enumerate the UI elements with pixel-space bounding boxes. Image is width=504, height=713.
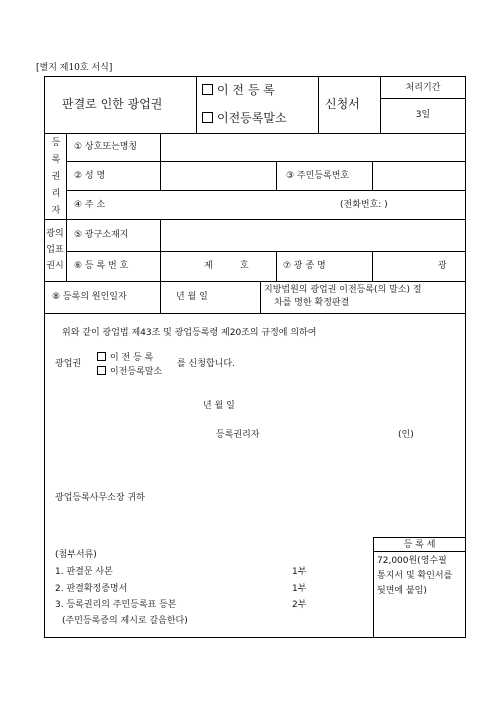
registration-number-label: ⑥ 등 록 번 호 [74, 261, 129, 271]
registration-tax-label: 등 록 세 [403, 540, 436, 550]
cause-description-line1: 지방법원의 광업권 이전등록(의 말소) 절 [264, 285, 422, 295]
trade-name-label: ① 상호또는명칭 [74, 142, 138, 152]
seal-mark: (인) [398, 430, 414, 440]
address-label: ④ 주 소 [74, 200, 106, 210]
mining-right-prefix: 광업권 [55, 359, 82, 369]
checkbox[interactable] [97, 366, 106, 375]
application-statement: 위와 같이 광업법 제43조 및 광업등록령 제20조의 규정에 의하여 [62, 328, 317, 338]
registration-tax-line: 72,000원(영수필 [377, 556, 447, 566]
attachments-heading: (첨부서류) [55, 550, 97, 560]
divider [276, 161, 277, 190]
processing-period-label: 처리기간 [405, 83, 441, 93]
header-option-transfer[interactable]: 이 전 등 록 [202, 84, 275, 96]
registration-tax-line: 통지서 및 확인서를 [377, 571, 453, 581]
divider [160, 133, 161, 190]
divider [260, 281, 261, 313]
divider [66, 133, 67, 281]
divider [380, 98, 466, 99]
mine-location-label: ⑤ 광구소재지 [74, 230, 129, 240]
body-option-transfer[interactable]: 이 전 등 록 [97, 352, 153, 363]
registration-tax-line: 뒷면에 붙임) [377, 586, 427, 596]
divider [66, 161, 466, 162]
addressee: 광업등록사무소장 귀하 [55, 493, 145, 503]
divider [196, 76, 197, 133]
processing-period-value: 3일 [415, 110, 431, 120]
divider [66, 251, 466, 252]
attachment-count: 1부 [292, 584, 307, 594]
divider [372, 251, 373, 281]
checkbox[interactable] [97, 352, 106, 361]
divider [373, 537, 466, 538]
divider [276, 251, 277, 281]
attachment-item: 2. 판결확정증명서 [55, 584, 128, 594]
attachment-count: 2부 [292, 600, 307, 610]
cause-date-field: 년 월 일 [176, 292, 208, 302]
attachment-item: 1. 판결문 사본 [55, 567, 113, 577]
phone-number-field: (전화번호: ) [340, 200, 388, 210]
header-option-cancel[interactable]: 이전등록말소 [202, 112, 287, 124]
cause-description-line2: 차를 명한 확정판결 [274, 298, 350, 308]
form-title-suffix: 신청서 [325, 97, 360, 111]
divider [44, 281, 466, 282]
divider [372, 161, 373, 190]
mineral-name-suffix: 광 [438, 261, 447, 271]
divider [44, 313, 466, 314]
application-date: 년 월 일 [203, 401, 235, 411]
rights-holder-group-label: 등록권리자 [51, 138, 61, 216]
attachment-item: 3. 등록권리의 주민등록표 등본 [55, 600, 177, 610]
checkbox[interactable] [202, 84, 213, 95]
divider [44, 219, 466, 220]
applicant-label: 등록권리자 [216, 430, 260, 440]
divider [44, 133, 466, 134]
divider [373, 551, 466, 552]
body-option-cancel[interactable]: 이전등록말소 [97, 366, 162, 377]
mining-right-group-label: 광의 업표 권시 [46, 229, 64, 271]
divider [66, 190, 466, 191]
attachment-count: 1부 [292, 567, 307, 577]
divider [318, 76, 319, 133]
mineral-name-label: ⑦ 광 종 명 [283, 261, 326, 271]
divider [373, 537, 374, 638]
registration-number-prefix: 제 [204, 261, 213, 271]
registration-number-suffix: 호 [240, 261, 249, 271]
divider [160, 219, 161, 313]
resident-number-label: ③ 주민등록번호 [286, 171, 350, 181]
attachment-note: (주민등록증의 제시로 갈음한다) [62, 616, 188, 626]
checkbox[interactable] [202, 112, 213, 123]
application-suffix: 를 신청합니다. [177, 359, 235, 369]
cause-date-label: ⑧ 등록의 원인일자 [52, 292, 127, 302]
form-number-label: [별지 제10호 서식] [36, 63, 113, 73]
name-label: ② 성 명 [74, 171, 106, 181]
form-title: 판결로 인한 광업권 [62, 97, 163, 111]
